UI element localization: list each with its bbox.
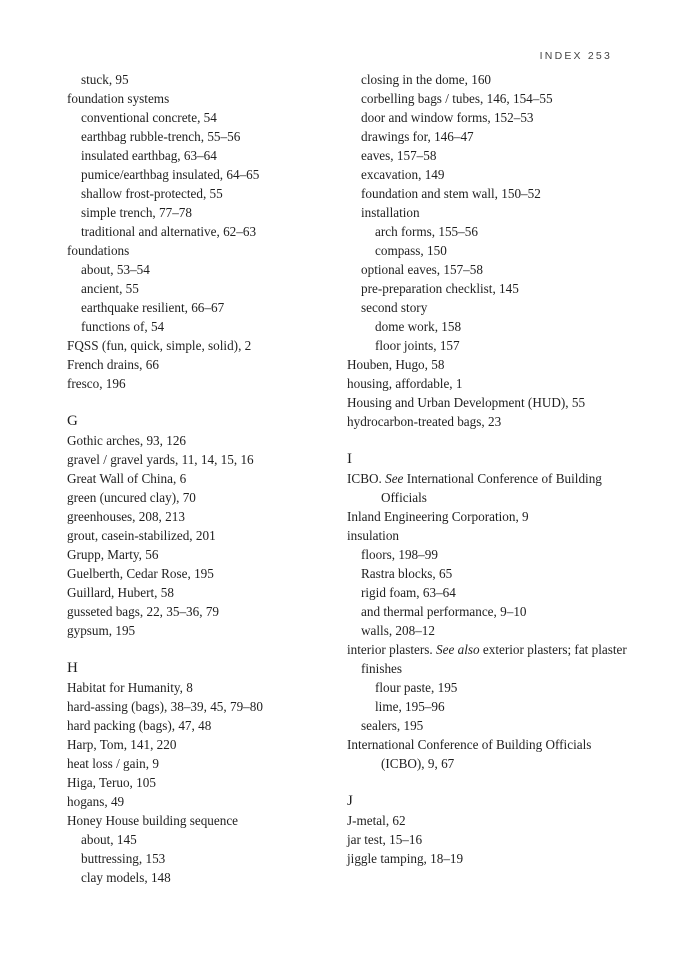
index-subentry: functions of, 54 — [81, 319, 165, 334]
running-head: INDEX 253 — [539, 50, 612, 62]
cross-reference-target: exterior plasters; fat plaster — [479, 642, 627, 657]
index-entry: hogans, 49 — [67, 794, 125, 809]
section-letter: G — [67, 413, 78, 429]
index-subentry: about, 145 — [81, 832, 137, 847]
see-reference-label: See also — [436, 642, 480, 657]
index-subentry: finishes — [361, 661, 403, 676]
index-entry: Inland Engineering Corporation, 9 — [347, 509, 529, 524]
index-entry: fresco, 196 — [67, 376, 126, 391]
index-subentry: sealers, 195 — [361, 718, 424, 733]
index-entry: jar test, 15–16 — [347, 832, 423, 847]
index-column-right — [347, 70, 637, 868]
index-subentry: walls, 208–12 — [361, 623, 435, 638]
index-entry: gravel / gravel yards, 11, 14, 15, 16 — [67, 452, 254, 467]
index-entry: gusseted bags, 22, 35–36, 79 — [67, 604, 220, 619]
index-entry: hydrocarbon-treated bags, 23 — [347, 414, 502, 429]
index-subentry: and thermal performance, 9–10 — [361, 604, 527, 619]
index-subentry: floors, 198–99 — [361, 547, 438, 562]
index-entry: heat loss / gain, 9 — [67, 756, 159, 771]
index-subentry: drawings for, 146–47 — [361, 129, 474, 144]
index-entry: Guelberth, Cedar Rose, 195 — [67, 566, 214, 581]
index-entry: J-metal, 62 — [347, 813, 406, 828]
cross-reference-target: International Conference of Building — [403, 471, 602, 486]
index-subentry: floor joints, 157 — [375, 338, 460, 353]
index-entry: Housing and Urban Development (HUD), 55 — [347, 395, 586, 410]
index-entry: hard-assing (bags), 38–39, 45, 79–80 — [67, 699, 263, 714]
index-entry-cross-reference — [347, 469, 637, 488]
index-entry: French drains, 66 — [67, 357, 159, 372]
section-letter: H — [67, 660, 78, 676]
index-entry: foundations — [67, 243, 130, 258]
index-subentry: lime, 195–96 — [375, 699, 445, 714]
index-column-left — [67, 70, 337, 887]
index-entry: Guillard, Hubert, 58 — [67, 585, 174, 600]
index-subentry: optional eaves, 157–58 — [361, 262, 483, 277]
index-entry: Great Wall of China, 6 — [67, 471, 187, 486]
see-reference-label: See — [385, 471, 404, 486]
index-subentry: earthquake resilient, 66–67 — [81, 300, 225, 315]
index-entry-cross-reference — [347, 640, 637, 659]
index-entry: Higa, Teruo, 105 — [67, 775, 156, 790]
index-subentry: buttressing, 153 — [81, 851, 166, 866]
index-subentry: door and window forms, 152–53 — [361, 110, 534, 125]
index-subentry: compass, 150 — [375, 243, 447, 258]
index-subentry: earthbag rubble-trench, 55–56 — [81, 129, 241, 144]
index-entry-continuation: Officials — [381, 490, 427, 505]
entry-term: interior plasters. — [347, 642, 436, 657]
index-subentry: flour paste, 195 — [375, 680, 458, 695]
index-subentry: excavation, 149 — [361, 167, 445, 182]
index-entry: International Conference of Building Officials — [347, 737, 592, 752]
index-subentry: eaves, 157–58 — [361, 148, 437, 163]
entry-term: ICBO. — [347, 471, 386, 486]
index-entry: green (uncured clay), 70 — [67, 490, 196, 505]
index-subentry: dome work, 158 — [375, 319, 462, 334]
index-subentry: installation — [361, 205, 420, 220]
index-subentry: stuck, 95 — [81, 72, 129, 87]
index-entry: Habitat for Humanity, 8 — [67, 680, 193, 695]
index-subentry: second story — [361, 300, 428, 315]
index-entry: Harp, Tom, 141, 220 — [67, 737, 177, 752]
section-letter: J — [347, 793, 353, 809]
index-subentry: corbelling bags / tubes, 146, 154–55 — [361, 91, 553, 106]
index-entry: Houben, Hugo, 58 — [347, 357, 445, 372]
index-entry: Honey House building sequence — [67, 813, 239, 828]
index-subentry: simple trench, 77–78 — [81, 205, 192, 220]
index-subentry: pre-preparation checklist, 145 — [361, 281, 519, 296]
index-subentry: shallow frost-protected, 55 — [81, 186, 223, 201]
index-subentry: insulated earthbag, 63–64 — [81, 148, 217, 163]
index-entry: Gothic arches, 93, 126 — [67, 433, 187, 448]
index-entry: foundation systems — [67, 91, 170, 106]
index-subentry: Rastra blocks, 65 — [361, 566, 453, 581]
index-entry: Grupp, Marty, 56 — [67, 547, 159, 562]
index-entry: housing, affordable, 1 — [347, 376, 463, 391]
index-subentry: clay models, 148 — [81, 870, 171, 885]
index-entry: insulation — [347, 528, 400, 543]
index-entry: jiggle tamping, 18–19 — [347, 851, 464, 866]
index-entry: gypsum, 195 — [67, 623, 136, 638]
index-subentry: arch forms, 155–56 — [375, 224, 478, 239]
section-letter: I — [347, 451, 352, 467]
index-entry: FQSS (fun, quick, simple, solid), 2 — [67, 338, 252, 353]
index-subentry: ancient, 55 — [81, 281, 139, 296]
index-subentry: rigid foam, 63–64 — [361, 585, 456, 600]
index-entry-continuation: (ICBO), 9, 67 — [381, 756, 455, 771]
index-subentry: closing in the dome, 160 — [361, 72, 492, 87]
index-entry: greenhouses, 208, 213 — [67, 509, 185, 524]
index-entry: hard packing (bags), 47, 48 — [67, 718, 212, 733]
index-subentry: foundation and stem wall, 150–52 — [361, 186, 541, 201]
index-entry: grout, casein-stabilized, 201 — [67, 528, 216, 543]
index-subentry: traditional and alternative, 62–63 — [81, 224, 257, 239]
index-subentry: pumice/earthbag insulated, 64–65 — [81, 167, 260, 182]
index-subentry: about, 53–54 — [81, 262, 150, 277]
index-subentry: conventional concrete, 54 — [81, 110, 217, 125]
